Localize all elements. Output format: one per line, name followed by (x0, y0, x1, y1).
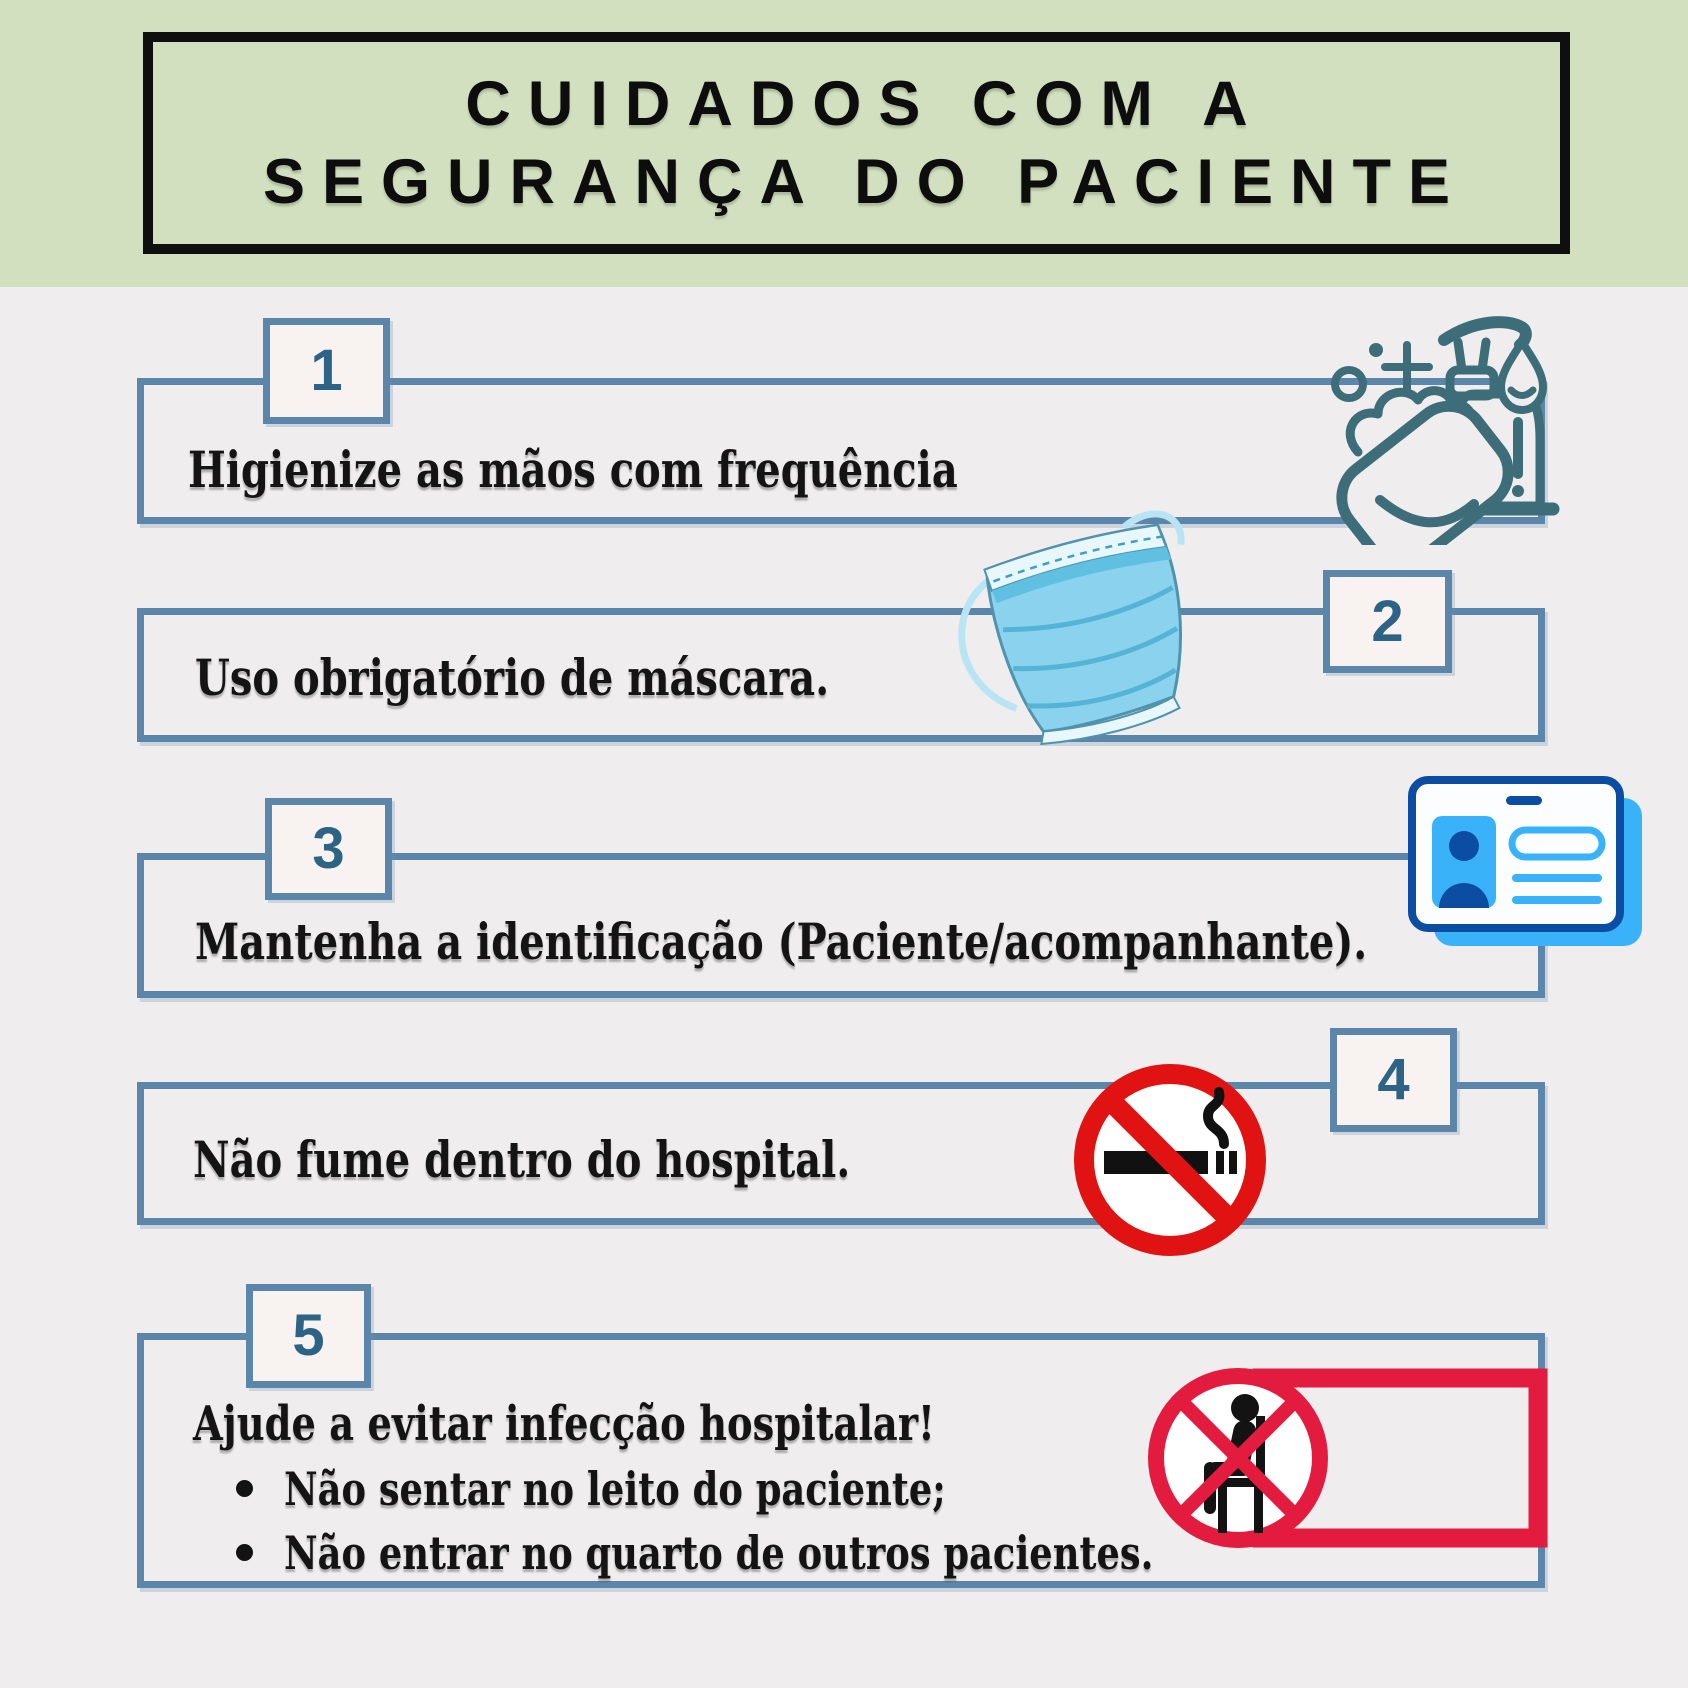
item-5-bullet2-dot (236, 1544, 253, 1561)
item-3-number: 3 (312, 816, 345, 881)
item-4-number-badge (1330, 1028, 1457, 1132)
no-smoking-icon (1066, 1056, 1274, 1264)
item-5-bullet2-text: Não entrar no quarto de outros pacientes. (284, 1526, 1154, 1580)
soap-and-sanitizer-icon (1322, 290, 1572, 545)
item-3-text: Mantenha a identificação (Paciente/acompanhante). (195, 912, 1368, 971)
item-5-bullet1-dot (236, 1480, 253, 1497)
item-5-bullet1-text: Não sentar no leito do paciente; (284, 1462, 946, 1516)
item-5-number-badge (246, 1284, 371, 1388)
item-4-number: 4 (1377, 1047, 1410, 1112)
face-mask-icon (925, 498, 1230, 763)
item-4-text: Não fume dentro do hospital. (193, 1130, 851, 1189)
header-band (0, 0, 1688, 287)
item-1-number: 1 (310, 338, 343, 403)
item-2-number-badge (1323, 570, 1452, 673)
item-2-text: Uso obrigatório de máscara. (195, 648, 830, 707)
page-title-line2: SEGURANÇA DO PACIENTE (262, 147, 1468, 217)
item-2-number: 2 (1371, 588, 1404, 654)
item-1-number-badge (263, 318, 390, 424)
item-1-text: Higienize as mãos com frequência (188, 440, 958, 499)
id-badge-icon (1408, 776, 1648, 948)
item-5-number: 5 (292, 1303, 325, 1368)
item-3-number-badge (265, 798, 392, 900)
item-5-text: Ajude a evitar infecção hospitalar! (193, 1396, 935, 1452)
page-title-line1: CUIDADOS COM A (465, 69, 1265, 139)
no-sitting-on-patient-bed-icon (1148, 1360, 1548, 1556)
title-box (143, 32, 1570, 254)
